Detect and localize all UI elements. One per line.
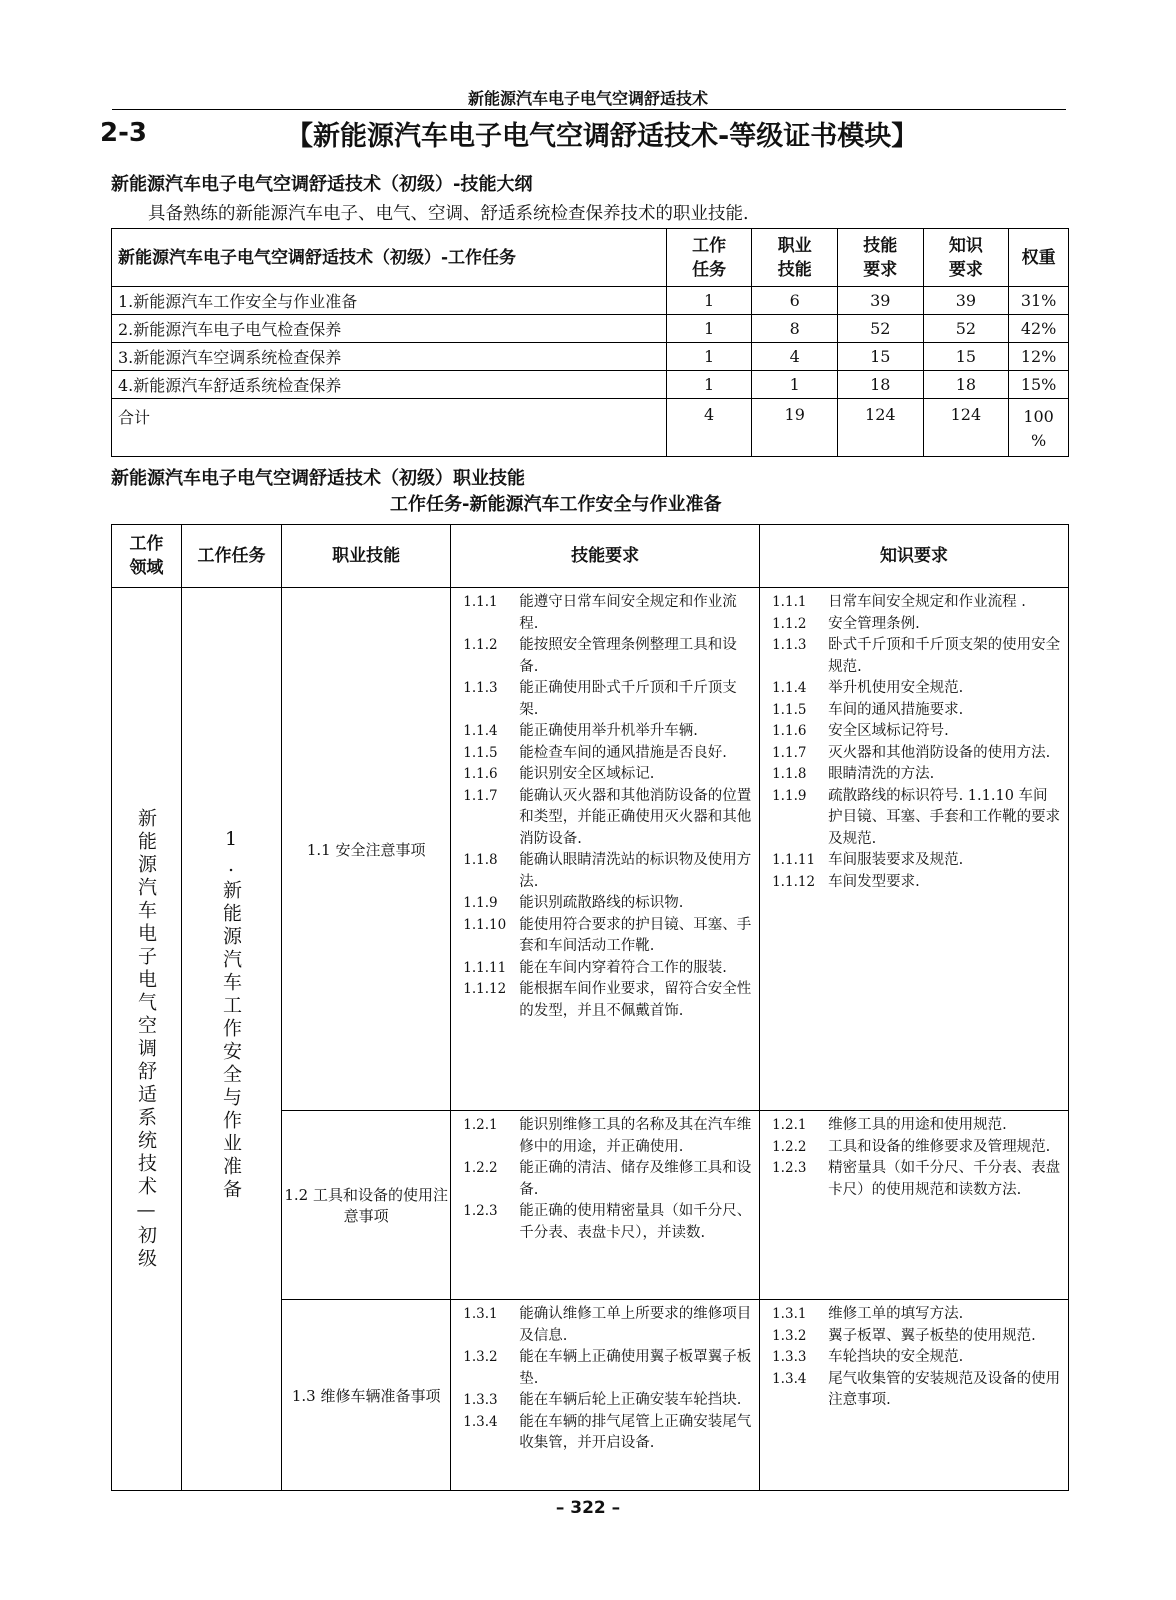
count-cell: 39 (923, 287, 1009, 315)
item-number: 1.3.4 (772, 1370, 807, 1387)
list-item (463, 915, 753, 958)
count-cell: 1 (666, 287, 752, 315)
count-cell: 15 (923, 343, 1009, 371)
item-text: 能识别维修工具的名称及其在汽车维修中的用途，并正确使用. (519, 1117, 752, 1155)
count-cell: 4 (666, 399, 752, 457)
task-heading: 工作任务-新能源汽车工作安全与作业准备 (390, 494, 722, 515)
item-number: 1.1.12 (463, 981, 507, 997)
item-text: 灭火器和其他消防设备的使用方法. (828, 744, 1051, 761)
list-item (463, 721, 753, 743)
list-item (772, 1137, 1062, 1159)
detail-header: 技能要求 (451, 525, 760, 588)
list-item (463, 958, 753, 980)
task-cell: 4.新能源汽车舒适系统检查保养 (112, 371, 667, 399)
count-cell: 52 (838, 315, 924, 343)
detail-header: 知识要求 (760, 525, 1069, 588)
item-text: 维修工单的填写方法. (828, 1306, 964, 1322)
item-text: 能确认眼睛清洗站的标识物及使用方法. (519, 852, 752, 890)
item-number: 1.1.7 (772, 744, 807, 761)
item-text: 车轮挡块的安全规范. (828, 1349, 964, 1365)
list-item (463, 635, 753, 678)
domain-cell (112, 588, 182, 1491)
weight-cell: 100 % (1009, 399, 1069, 457)
list-item (463, 1390, 753, 1412)
list-item (463, 764, 753, 786)
item-number: 1.1.11 (463, 959, 507, 976)
item-text: 能识别安全区域标记. (519, 766, 655, 782)
count-cell: 19 (752, 399, 838, 457)
item-text: 能根据车间作业要求，留符合安全性的发型，并且不佩戴首饰. (519, 981, 752, 1019)
item-text: 能在车间内穿着符合工作的服装. (519, 959, 727, 976)
list-item (772, 872, 1062, 894)
item-text: 卧式千斤顶和千斤顶支架的使用安全规范. (828, 637, 1061, 675)
item-text: 能使用符合要求的护目镜、耳塞、手套和车间活动工作靴. (519, 916, 752, 954)
know-req-cell (760, 1300, 1069, 1491)
item-number: 1.1.2 (772, 615, 807, 632)
item-number: 1.1.12 (772, 873, 816, 890)
summary-header: 权重 (1009, 229, 1069, 287)
item-number: 1.1.4 (463, 723, 498, 739)
summary-header: 工作 任务 (666, 229, 752, 287)
item-number: 1.1.8 (772, 766, 807, 782)
item-text: 日常车间安全规定和作业流程 . (828, 594, 1026, 610)
item-text: 能正确的使用精密量具（如千分尺、千分表、表盘卡尺），并读数. (519, 1203, 752, 1241)
item-number: 1.1.3 (463, 680, 498, 696)
item-number: 1.2.1 (463, 1117, 498, 1133)
item-number: 1.1.5 (772, 701, 807, 718)
list-item (463, 786, 753, 851)
list-item (772, 635, 1062, 678)
table-row (112, 287, 1069, 315)
skill-label: 1.1 安全注意事项 (306, 840, 426, 859)
module-title: 【新能源汽车电子电气空调舒适技术-等级证书模块】 (286, 121, 919, 152)
item-number: 1.3.2 (772, 1327, 807, 1344)
item-number: 1.1.11 (772, 852, 816, 868)
skill-label: 1.2 工具和设备的使用注意事项 (284, 1186, 448, 1225)
item-number: 1.1.9 (772, 787, 807, 804)
weight-cell: 15% (1009, 371, 1069, 399)
detail-header: 职业技能 (282, 525, 451, 588)
list-item (463, 678, 753, 721)
skill-cell (282, 1300, 451, 1491)
header-rule (112, 109, 1066, 110)
list-item (463, 1347, 753, 1390)
domain-text: 新能源汽车电子电气空调舒适系统技术—初级 (134, 807, 157, 1271)
know-req-cell (760, 588, 1069, 1111)
list-item (772, 678, 1062, 700)
list-item (463, 1158, 753, 1201)
list-item (463, 850, 753, 893)
detail-header: 工作 领域 (112, 525, 182, 588)
count-cell: 1 (666, 343, 752, 371)
list-item (463, 1115, 753, 1158)
item-number: 1.1.3 (772, 637, 807, 653)
list-item (772, 1304, 1062, 1326)
item-number: 1.3.3 (463, 1392, 498, 1408)
item-text: 车间发型要求. (828, 873, 920, 890)
summary-header: 新能源汽车电子电气空调舒适技术（初级）-工作任务 (112, 229, 667, 287)
page-number: – 322 – (555, 1498, 621, 1518)
item-number: 1.1.1 (772, 594, 807, 610)
count-cell: 18 (838, 371, 924, 399)
item-number: 1.1.7 (463, 787, 498, 804)
item-number: 1.2.3 (772, 1160, 807, 1176)
count-cell: 4 (752, 343, 838, 371)
count-cell: 6 (752, 287, 838, 315)
item-number: 1.3.2 (463, 1349, 498, 1365)
item-text: 工具和设备的维修要求及管理规范. (828, 1138, 1051, 1155)
item-text: 能确认灭火器和其他消防设备的位置和类型，并能正确使用灭火器和其他消防设备. (519, 787, 752, 847)
count-cell: 1 (666, 315, 752, 343)
item-text: 举升机使用安全规范. (828, 680, 964, 696)
item-number: 1.1.2 (463, 637, 498, 653)
list-item (772, 743, 1062, 765)
list-item (463, 592, 753, 635)
item-text: 眼睛清洗的方法. (828, 766, 935, 782)
list-item (463, 1412, 753, 1455)
item-number: 1.1.5 (463, 744, 498, 761)
item-number: 1.1.4 (772, 680, 807, 696)
item-text: 安全区域标记符号. (828, 723, 949, 739)
item-text: 能识别疏散路线的标识物. (519, 895, 684, 911)
list-item (772, 1347, 1062, 1369)
item-number: 1.2.2 (772, 1138, 807, 1155)
skill-req-cell (451, 1111, 760, 1300)
list-item (772, 1158, 1062, 1201)
total-label: 合计 (112, 399, 667, 457)
list-item (463, 979, 753, 1022)
list-item (772, 850, 1062, 872)
item-number: 1.1.8 (463, 852, 498, 868)
list-item (772, 1115, 1062, 1137)
list-item (463, 893, 753, 915)
item-text: 能检查车间的通风措施是否良好. (519, 744, 727, 761)
task-cell: 2.新能源汽车电子电气检查保养 (112, 315, 667, 343)
item-text: 能正确的清洁、储存及维修工具和设备. (519, 1160, 752, 1198)
table-row (112, 588, 1069, 1111)
item-text: 车间服装要求及规范. (828, 852, 964, 868)
summary-table (111, 228, 1069, 457)
item-text: 能在车辆上正确使用翼子板罩翼子板垫. (519, 1349, 752, 1387)
task-text: 1.新能源汽车工作安全与作业准备 (220, 828, 242, 1202)
list-item (463, 1201, 753, 1244)
summary-header: 技能 要求 (838, 229, 924, 287)
task-cell (181, 588, 281, 1491)
item-text: 能按照安全管理条例整理工具和设备. (519, 637, 737, 675)
table-row (112, 315, 1069, 343)
total-row (112, 399, 1069, 457)
item-number: 1.1.6 (463, 766, 498, 782)
skill-req-cell (451, 1300, 760, 1491)
summary-header: 职业 技能 (752, 229, 838, 287)
list-item (772, 764, 1062, 786)
weight-cell: 31% (1009, 287, 1069, 315)
list-item (463, 1304, 753, 1347)
item-text: 能在车辆的排气尾管上正确安装尾气收集管，并开启设备. (519, 1413, 752, 1451)
item-number: 1.2.2 (463, 1160, 498, 1176)
skill-cell (282, 588, 451, 1111)
know-req-cell (760, 1111, 1069, 1300)
list-item (463, 743, 753, 765)
table-row (112, 371, 1069, 399)
section-number: 2-3 (100, 118, 147, 148)
summary-header: 知识 要求 (923, 229, 1009, 287)
count-cell: 124 (838, 399, 924, 457)
item-text: 安全管理条例. (828, 615, 920, 632)
detail-table (111, 524, 1069, 1491)
item-text: 能在车辆后轮上正确安装车轮挡块. (519, 1392, 742, 1408)
outline-heading: 新能源汽车电子电气空调舒适技术（初级）-技能大纲 (111, 174, 533, 195)
task-cell: 3.新能源汽车空调系统检查保养 (112, 343, 667, 371)
item-number: 1.1.9 (463, 895, 498, 911)
item-text: 能确认维修工单上所要求的维修项目及信息. (519, 1306, 752, 1344)
task-cell: 1.新能源汽车工作安全与作业准备 (112, 287, 667, 315)
item-text: 精密量具（如千分尺、千分表、表盘卡尺）的使用规范和读数方法. (828, 1160, 1061, 1198)
count-cell: 39 (838, 287, 924, 315)
count-cell: 1 (752, 371, 838, 399)
weight-cell: 12% (1009, 343, 1069, 371)
item-text: 车间的通风措施要求. (828, 701, 964, 718)
skill-cell (282, 1111, 451, 1300)
table-row (112, 343, 1069, 371)
count-cell: 1 (666, 371, 752, 399)
count-cell: 52 (923, 315, 1009, 343)
weight-cell: 42% (1009, 315, 1069, 343)
list-item (772, 1326, 1062, 1348)
count-cell: 8 (752, 315, 838, 343)
running-header: 新能源汽车电子电气空调舒适技术 (467, 89, 708, 108)
item-text: 翼子板罩、翼子板垫的使用规范. (828, 1327, 1036, 1344)
item-text: 尾气收集管的安装规范及设备的使用注意事项. (828, 1370, 1061, 1408)
skill-req-cell (451, 588, 760, 1111)
item-text: 维修工具的用途和使用规范. (828, 1117, 1007, 1133)
item-number: 1.1.1 (463, 594, 498, 610)
count-cell: 124 (923, 399, 1009, 457)
skills-heading: 新能源汽车电子电气空调舒适技术（初级）职业技能 (111, 468, 525, 489)
list-item (772, 1369, 1062, 1412)
item-text: 能正确使用举升机举升车辆. (519, 723, 698, 739)
item-number: 1.3.3 (772, 1349, 807, 1365)
item-text: 能遵守日常车间安全规定和作业流程. (519, 594, 737, 632)
item-number: 1.2.1 (772, 1117, 807, 1133)
list-item (772, 721, 1062, 743)
count-cell: 18 (923, 371, 1009, 399)
count-cell: 15 (838, 343, 924, 371)
item-number: 1.2.3 (463, 1203, 498, 1219)
item-text: 能正确使用卧式千斤顶和千斤顶支架. (519, 680, 737, 718)
list-item (772, 614, 1062, 636)
list-item (772, 592, 1062, 614)
list-item (772, 786, 1062, 851)
item-text: 疏散路线的标识符号. 1.1.10 车间护目镜、耳塞、手套和工作靴的要求及规范. (828, 787, 1061, 847)
item-number: 1.3.4 (463, 1413, 498, 1430)
intro-text: 具备熟练的新能源汽车电子、电气、空调、舒适系统检查保养技术的职业技能. (148, 204, 749, 224)
list-item (772, 700, 1062, 722)
item-number: 1.3.1 (463, 1306, 498, 1322)
detail-header: 工作任务 (181, 525, 281, 588)
item-number: 1.1.10 (463, 916, 507, 933)
item-number: 1.1.6 (772, 723, 807, 739)
item-number: 1.3.1 (772, 1306, 807, 1322)
skill-label: 1.3 维修车辆准备事项 (291, 1386, 441, 1405)
